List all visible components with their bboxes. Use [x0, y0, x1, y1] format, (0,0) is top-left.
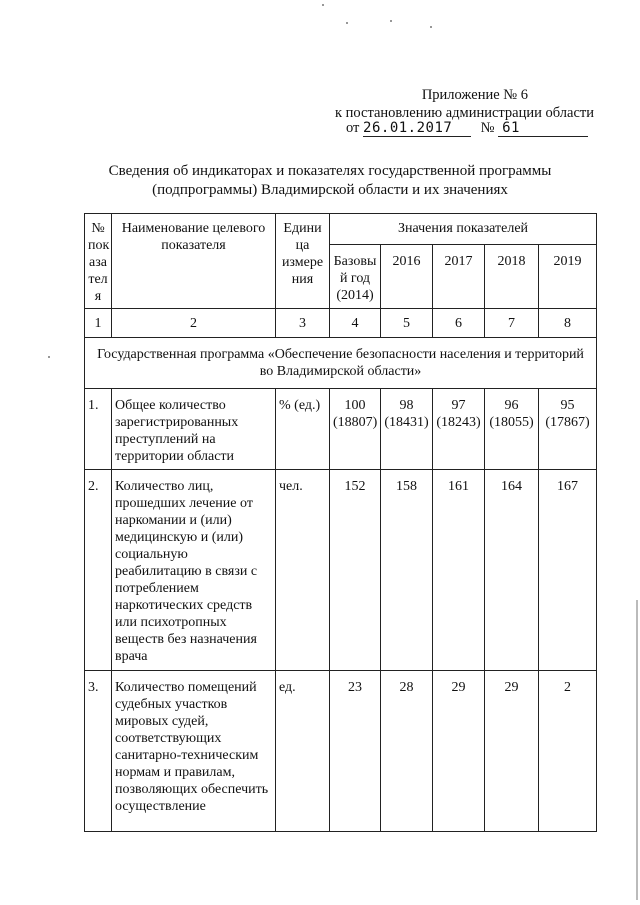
col-number: 8: [539, 309, 597, 338]
value-2017: 29: [433, 671, 485, 832]
header-2017: 2017: [433, 245, 485, 309]
value-base: 23: [330, 671, 381, 832]
value-2018: 29: [485, 671, 539, 832]
appendix-header: [334, 86, 594, 122]
indicator-unit: чел.: [276, 470, 330, 671]
number-prefix: №: [480, 120, 495, 136]
value-2016: 98 (18431): [381, 389, 433, 470]
table-row: [85, 470, 597, 671]
header-2019: 2019: [539, 245, 597, 309]
scan-dot: [48, 356, 50, 358]
document-date: 26.01.2017: [363, 120, 453, 136]
value-2016: 28: [381, 671, 433, 832]
row-number: 3.: [85, 671, 112, 832]
program-title: Государственная программа «Обеспечение безопасности населения и территорий во Владимирской области»: [85, 338, 597, 389]
document-title: [90, 162, 570, 200]
title-line-2: (подпрограммы) Владимирской области и их значениях: [152, 182, 508, 198]
document-number: 61: [502, 120, 520, 136]
header-name: Наименование целевого показателя: [112, 214, 276, 309]
value-2019: 2: [539, 671, 597, 832]
indicator-name: Количество лиц, прошедших лечение от наркомании и (или) медицинскую и (или) социальную реабилитацию в связи с потреблением наркотических средств или психотропных веществ без назначения врача: [112, 470, 276, 671]
header-base-year: Базовы й год (2014): [330, 245, 381, 309]
value-2019: 95 (17867): [539, 389, 597, 470]
col-number: 6: [433, 309, 485, 338]
scan-edge: [636, 600, 638, 900]
scan-dot: [346, 22, 348, 24]
program-row: [85, 338, 597, 389]
value-2017: 97 (18243): [433, 389, 485, 470]
value-2017: 161: [433, 470, 485, 671]
value-2016: 158: [381, 470, 433, 671]
col-number: 2: [112, 309, 276, 338]
appendix-title: Приложение № 6: [421, 87, 528, 103]
header-values-group: Значения показателей: [330, 214, 597, 245]
header-2018: 2018: [485, 245, 539, 309]
col-number: 5: [381, 309, 433, 338]
value-base: 152: [330, 470, 381, 671]
indicator-name: Общее количество зарегистрированных преступлений на территории области: [112, 389, 276, 470]
col-number: 4: [330, 309, 381, 338]
scan-dot: [430, 26, 432, 28]
header-2016: 2016: [381, 245, 433, 309]
value-2018: 164: [485, 470, 539, 671]
col-number: 1: [85, 309, 112, 338]
col-number: 3: [276, 309, 330, 338]
indicator-unit: ед.: [276, 671, 330, 832]
value-2019: 167: [539, 470, 597, 671]
table-row: [85, 671, 597, 832]
row-number: 1.: [85, 389, 112, 470]
header-row-1: [85, 214, 597, 245]
indicator-name: Количество помещений судебных участков мировых судей, соответствующих санитарно-техническим нормам и правилам, позволяющих обеспечить осуществление: [112, 671, 276, 832]
value-base: 100 (18807): [330, 389, 381, 470]
column-number-row: [85, 309, 597, 338]
indicators-table: [84, 213, 597, 832]
header-unit: Едини ца измере ния: [276, 214, 330, 309]
scan-dot: [390, 20, 392, 22]
number-underline: [498, 120, 588, 137]
table-row: [85, 389, 597, 470]
date-underline: [363, 120, 471, 137]
title-line-1: Сведения об индикаторах и показателях государственной программы: [108, 163, 552, 179]
header-num: № пок аза тел я: [85, 214, 112, 309]
col-number: 7: [485, 309, 539, 338]
indicator-unit: % (ед.): [276, 389, 330, 470]
date-number-line: [346, 120, 588, 137]
row-number: 2.: [85, 470, 112, 671]
date-prefix: от: [346, 120, 360, 136]
appendix-reference: к постановлению администрации области: [334, 105, 594, 121]
scan-dot: [322, 4, 324, 6]
value-2018: 96 (18055): [485, 389, 539, 470]
